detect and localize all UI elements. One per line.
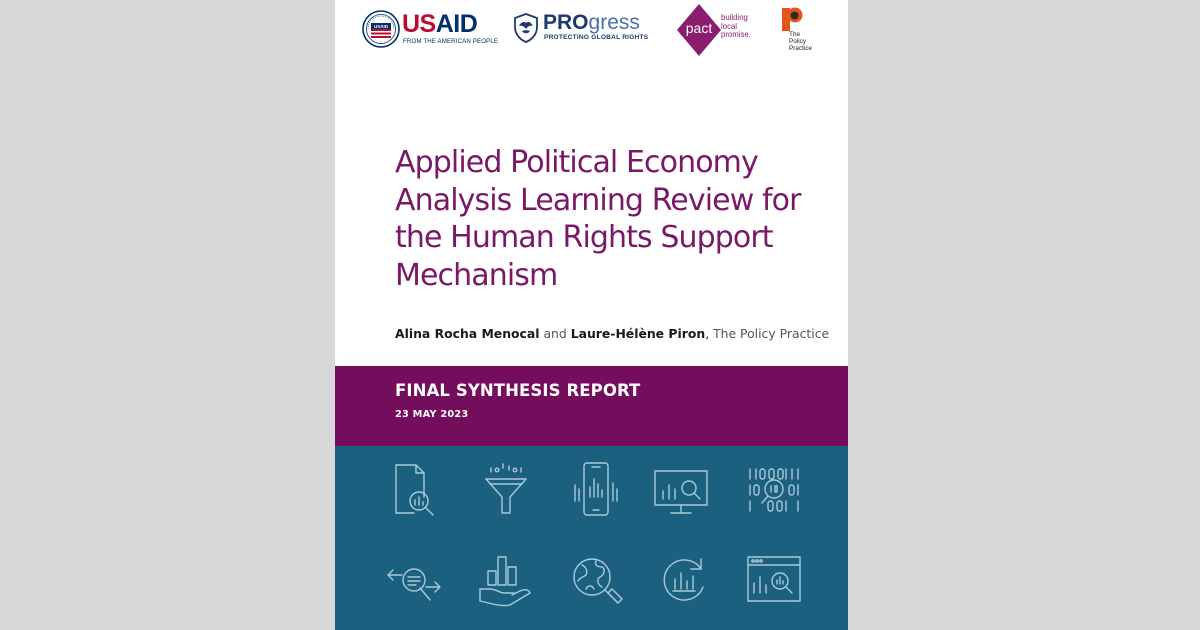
arrows-exchange-magnifier-icon — [382, 549, 446, 613]
author-name: Alina Rocha Menocal — [395, 326, 540, 341]
policy-practice-tagline-line: Policy — [789, 38, 807, 45]
report-authors — [395, 325, 835, 343]
report-title: Applied Political Economy Analysis Learning Review for the Human Rights Support Mechanism — [395, 145, 801, 293]
document-chart-magnifier-icon — [382, 457, 446, 521]
policy-practice-tagline-line: The — [789, 31, 801, 38]
pact-logo — [677, 4, 767, 56]
icon-panel — [335, 446, 848, 630]
monitor-chart-magnifier-icon — [649, 457, 713, 521]
usaid-wordmark — [402, 10, 477, 38]
progress-name-bold: PRO — [543, 11, 589, 34]
usaid-seal-text: USAID — [373, 24, 389, 29]
data-funnel-icon — [474, 457, 538, 521]
report-banner — [335, 366, 848, 446]
report-cover — [335, 0, 848, 630]
pact-tagline-line: promise. — [721, 30, 751, 40]
policy-practice-mark-icon — [779, 6, 805, 32]
progress-tagline: PROTECTING GLOBAL RIGHTS — [544, 34, 649, 41]
author-separator: , — [705, 326, 714, 341]
binary-data-magnifier-icon — [742, 457, 806, 521]
author-conjunction: and — [539, 326, 571, 341]
policy-practice-logo — [779, 6, 839, 54]
smartphone-analytics-icon — [564, 457, 628, 521]
usaid-tagline: FROM THE AMERICAN PEOPLE — [403, 38, 499, 45]
pact-tagline-line: building — [721, 13, 748, 22]
progress-wordmark — [543, 11, 640, 35]
browser-chart-magnifier-icon — [742, 549, 806, 613]
refresh-chart-icon — [653, 549, 717, 613]
report-date: 23 MAY 2023 — [395, 409, 469, 420]
pact-name: pact — [685, 20, 713, 36]
progress-shield-icon — [513, 13, 539, 43]
policy-practice-tagline-line: Practice — [789, 45, 813, 52]
usaid-seal-icon — [362, 10, 400, 48]
progress-name-light: gress — [588, 11, 640, 34]
report-type-label: FINAL SYNTHESIS REPORT — [395, 381, 641, 400]
usaid-logo — [362, 10, 499, 50]
globe-magnifier-icon — [564, 549, 628, 613]
progress-logo — [513, 12, 653, 46]
partner-logos — [335, 0, 848, 60]
usaid-name: USAID — [402, 10, 478, 38]
policy-practice-tagline — [789, 31, 829, 52]
pact-tagline-line: local — [721, 21, 738, 31]
hand-chart-icon — [474, 549, 538, 613]
author-name: Laure-Hélène Piron — [570, 326, 706, 341]
author-organization: The Policy Practice — [713, 326, 830, 341]
pact-tagline — [721, 14, 767, 40]
